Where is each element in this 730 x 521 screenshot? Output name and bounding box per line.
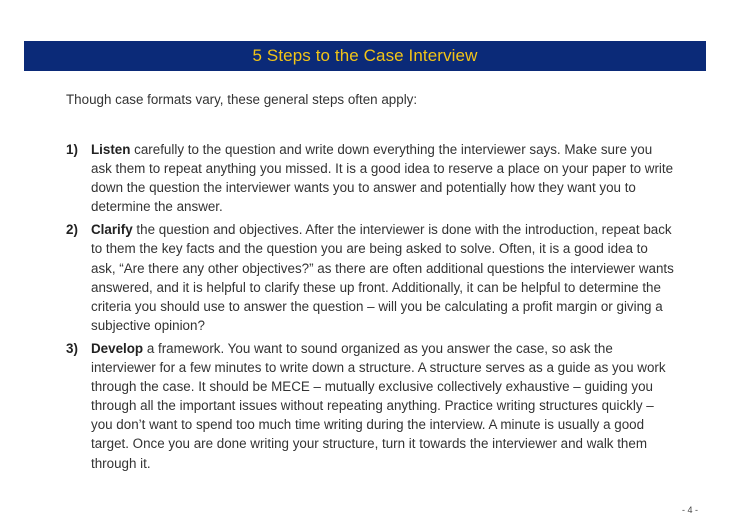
page-title: 5 Steps to the Case Interview — [252, 46, 478, 65]
step-keyword: Clarify — [91, 222, 133, 238]
step-number: 3) — [66, 340, 78, 356]
step-item-develop — [66, 339, 676, 473]
title-banner — [24, 41, 706, 71]
step-text: carefully to the question and write down everything the interviewer says. Make sure you ask them to repeat anything you missed. It is a good idea to reserve a place on your paper to write down the question the interviewer wants you to answer and potentially how they want you to determine the answer. — [91, 142, 674, 215]
step-item-listen — [66, 140, 676, 216]
step-text: the question and objectives. After the interviewer is done with the introduction, repeat back to them the key facts and the question you are being asked to solve. Often, it is a good idea to ask, “Are there any other objectives?” as there are often additional questions the interviewer wants answered, and it is helpful to clarify these up front. Additionally, it can be helpful to determine the criteria you should use to answer the question – will you be calculating a profit margin or giving a subjective opinion? — [91, 222, 674, 333]
step-number: 2) — [66, 222, 78, 238]
step-text: a framework. You want to sound organized as you answer the case, so ask the interviewer for a few minutes to write down a structure. A structure serves as a guide as you work through the case. It should be MECE – mutually exclusive collectively exhaustive – guiding you through all the important issues without repeating anything. Practice writing structures quickly – you don’t want to spend too much time writing during the interview. A minute is usually a good target. Once you are done writing your structure, turn it towards the interviewer and walk them through it. — [91, 340, 666, 471]
step-item-clarify — [66, 220, 676, 335]
step-keyword: Listen — [91, 142, 131, 157]
step-keyword: Develop — [91, 340, 144, 356]
steps-list — [66, 140, 676, 477]
intro-text: Though case formats vary, these general steps often apply: — [66, 92, 418, 107]
step-number: 1) — [66, 142, 78, 157]
page-number: - 4 - — [682, 505, 699, 515]
